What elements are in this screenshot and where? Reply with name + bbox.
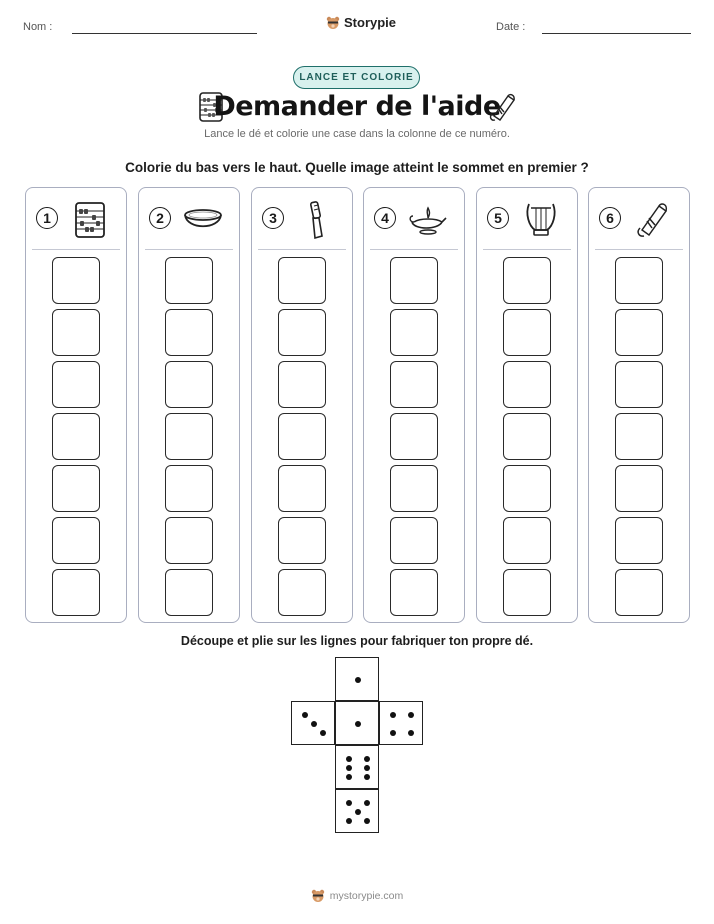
color-box[interactable]	[615, 257, 663, 304]
column-1	[25, 187, 127, 623]
subtitle: Lance le dé et colorie une case dans la colonne de ce numéro.	[204, 128, 510, 140]
name-label: Nom :	[23, 21, 53, 33]
die-pip	[302, 712, 308, 718]
die-face-5	[335, 789, 379, 833]
die-pip	[346, 774, 352, 780]
bear-logo-icon	[326, 16, 340, 30]
column-6	[588, 187, 690, 623]
color-box[interactable]	[165, 569, 213, 616]
brand-logo	[326, 15, 396, 30]
color-box[interactable]	[278, 569, 326, 616]
die-pip	[346, 818, 352, 824]
die-pip	[364, 800, 370, 806]
color-box[interactable]	[165, 413, 213, 460]
color-box[interactable]	[390, 257, 438, 304]
column-divider	[595, 249, 683, 250]
die-pip	[364, 765, 370, 771]
oil-lamp-icon	[408, 200, 448, 240]
die-pip	[355, 721, 361, 727]
die-pip	[346, 756, 352, 762]
color-box[interactable]	[615, 517, 663, 564]
column-divider	[32, 249, 120, 250]
color-box[interactable]	[52, 413, 100, 460]
bear-logo-icon	[311, 889, 325, 903]
column-divider	[483, 249, 571, 250]
color-box[interactable]	[278, 413, 326, 460]
color-box[interactable]	[52, 309, 100, 356]
color-box[interactable]	[503, 309, 551, 356]
color-box[interactable]	[503, 517, 551, 564]
color-box[interactable]	[615, 569, 663, 616]
instruction: Colorie du bas vers le haut. Quelle image atteint le sommet en premier ?	[125, 160, 589, 175]
color-box[interactable]	[52, 257, 100, 304]
column-number: 3	[262, 207, 284, 229]
column-number: 2	[149, 207, 171, 229]
color-box[interactable]	[390, 517, 438, 564]
date-line[interactable]	[542, 33, 691, 34]
abacus-icon	[70, 200, 110, 240]
die-pip	[346, 800, 352, 806]
color-box[interactable]	[615, 465, 663, 512]
color-box[interactable]	[503, 361, 551, 408]
die-face-1	[335, 657, 379, 701]
color-box[interactable]	[503, 257, 551, 304]
die-pip	[364, 818, 370, 824]
column-3	[251, 187, 353, 623]
color-box[interactable]	[52, 465, 100, 512]
color-box[interactable]	[165, 309, 213, 356]
die-pip	[346, 765, 352, 771]
name-line[interactable]	[72, 33, 257, 34]
color-box[interactable]	[278, 361, 326, 408]
color-box[interactable]	[52, 569, 100, 616]
brand-name: Storypie	[344, 15, 397, 30]
color-box[interactable]	[615, 361, 663, 408]
bowl-icon	[183, 200, 223, 240]
scroll-icon	[488, 92, 516, 122]
color-box[interactable]	[52, 361, 100, 408]
die-face-6	[335, 745, 379, 789]
die-pip	[355, 677, 361, 683]
color-box[interactable]	[278, 517, 326, 564]
column-5	[476, 187, 578, 623]
die-pip	[355, 809, 361, 815]
die-face-1	[335, 701, 379, 745]
footer-url: mystorypie.com	[329, 890, 404, 902]
color-box[interactable]	[615, 413, 663, 460]
die-pip	[364, 756, 370, 762]
page-title: Demander de l'aide	[213, 91, 501, 122]
color-box[interactable]	[390, 465, 438, 512]
lyre-icon	[521, 200, 561, 240]
die-pip	[390, 712, 396, 718]
color-box[interactable]	[278, 465, 326, 512]
color-box[interactable]	[390, 569, 438, 616]
cut-instruction: Découpe et plie sur les lignes pour fabriquer ton propre dé.	[180, 634, 534, 648]
color-box[interactable]	[278, 309, 326, 356]
color-box[interactable]	[165, 361, 213, 408]
die-face-4	[379, 701, 423, 745]
color-box[interactable]	[503, 569, 551, 616]
color-box[interactable]	[503, 413, 551, 460]
die-pip	[311, 721, 317, 727]
color-box[interactable]	[165, 465, 213, 512]
chisel-icon	[296, 200, 336, 240]
color-box[interactable]	[390, 309, 438, 356]
color-box[interactable]	[278, 257, 326, 304]
die-pip	[408, 712, 414, 718]
die-pip	[408, 730, 414, 736]
color-box[interactable]	[390, 361, 438, 408]
die-pip	[390, 730, 396, 736]
scroll-icon	[633, 200, 673, 240]
column-number: 5	[487, 207, 509, 229]
date-label: Date :	[496, 21, 526, 33]
column-2	[138, 187, 240, 623]
color-box[interactable]	[390, 413, 438, 460]
column-number: 1	[36, 207, 58, 229]
activity-badge: LANCE ET COLORIE	[293, 66, 420, 89]
die-pip	[320, 730, 326, 736]
die-pip	[364, 774, 370, 780]
column-number: 4	[374, 207, 396, 229]
footer	[0, 889, 714, 903]
column-number: 6	[599, 207, 621, 229]
color-box[interactable]	[165, 517, 213, 564]
color-box[interactable]	[503, 465, 551, 512]
column-4	[363, 187, 465, 623]
color-box[interactable]	[52, 517, 100, 564]
die-face-3	[291, 701, 335, 745]
column-divider	[370, 249, 458, 250]
color-box[interactable]	[165, 257, 213, 304]
column-divider	[145, 249, 233, 250]
column-divider	[258, 249, 346, 250]
color-box[interactable]	[615, 309, 663, 356]
